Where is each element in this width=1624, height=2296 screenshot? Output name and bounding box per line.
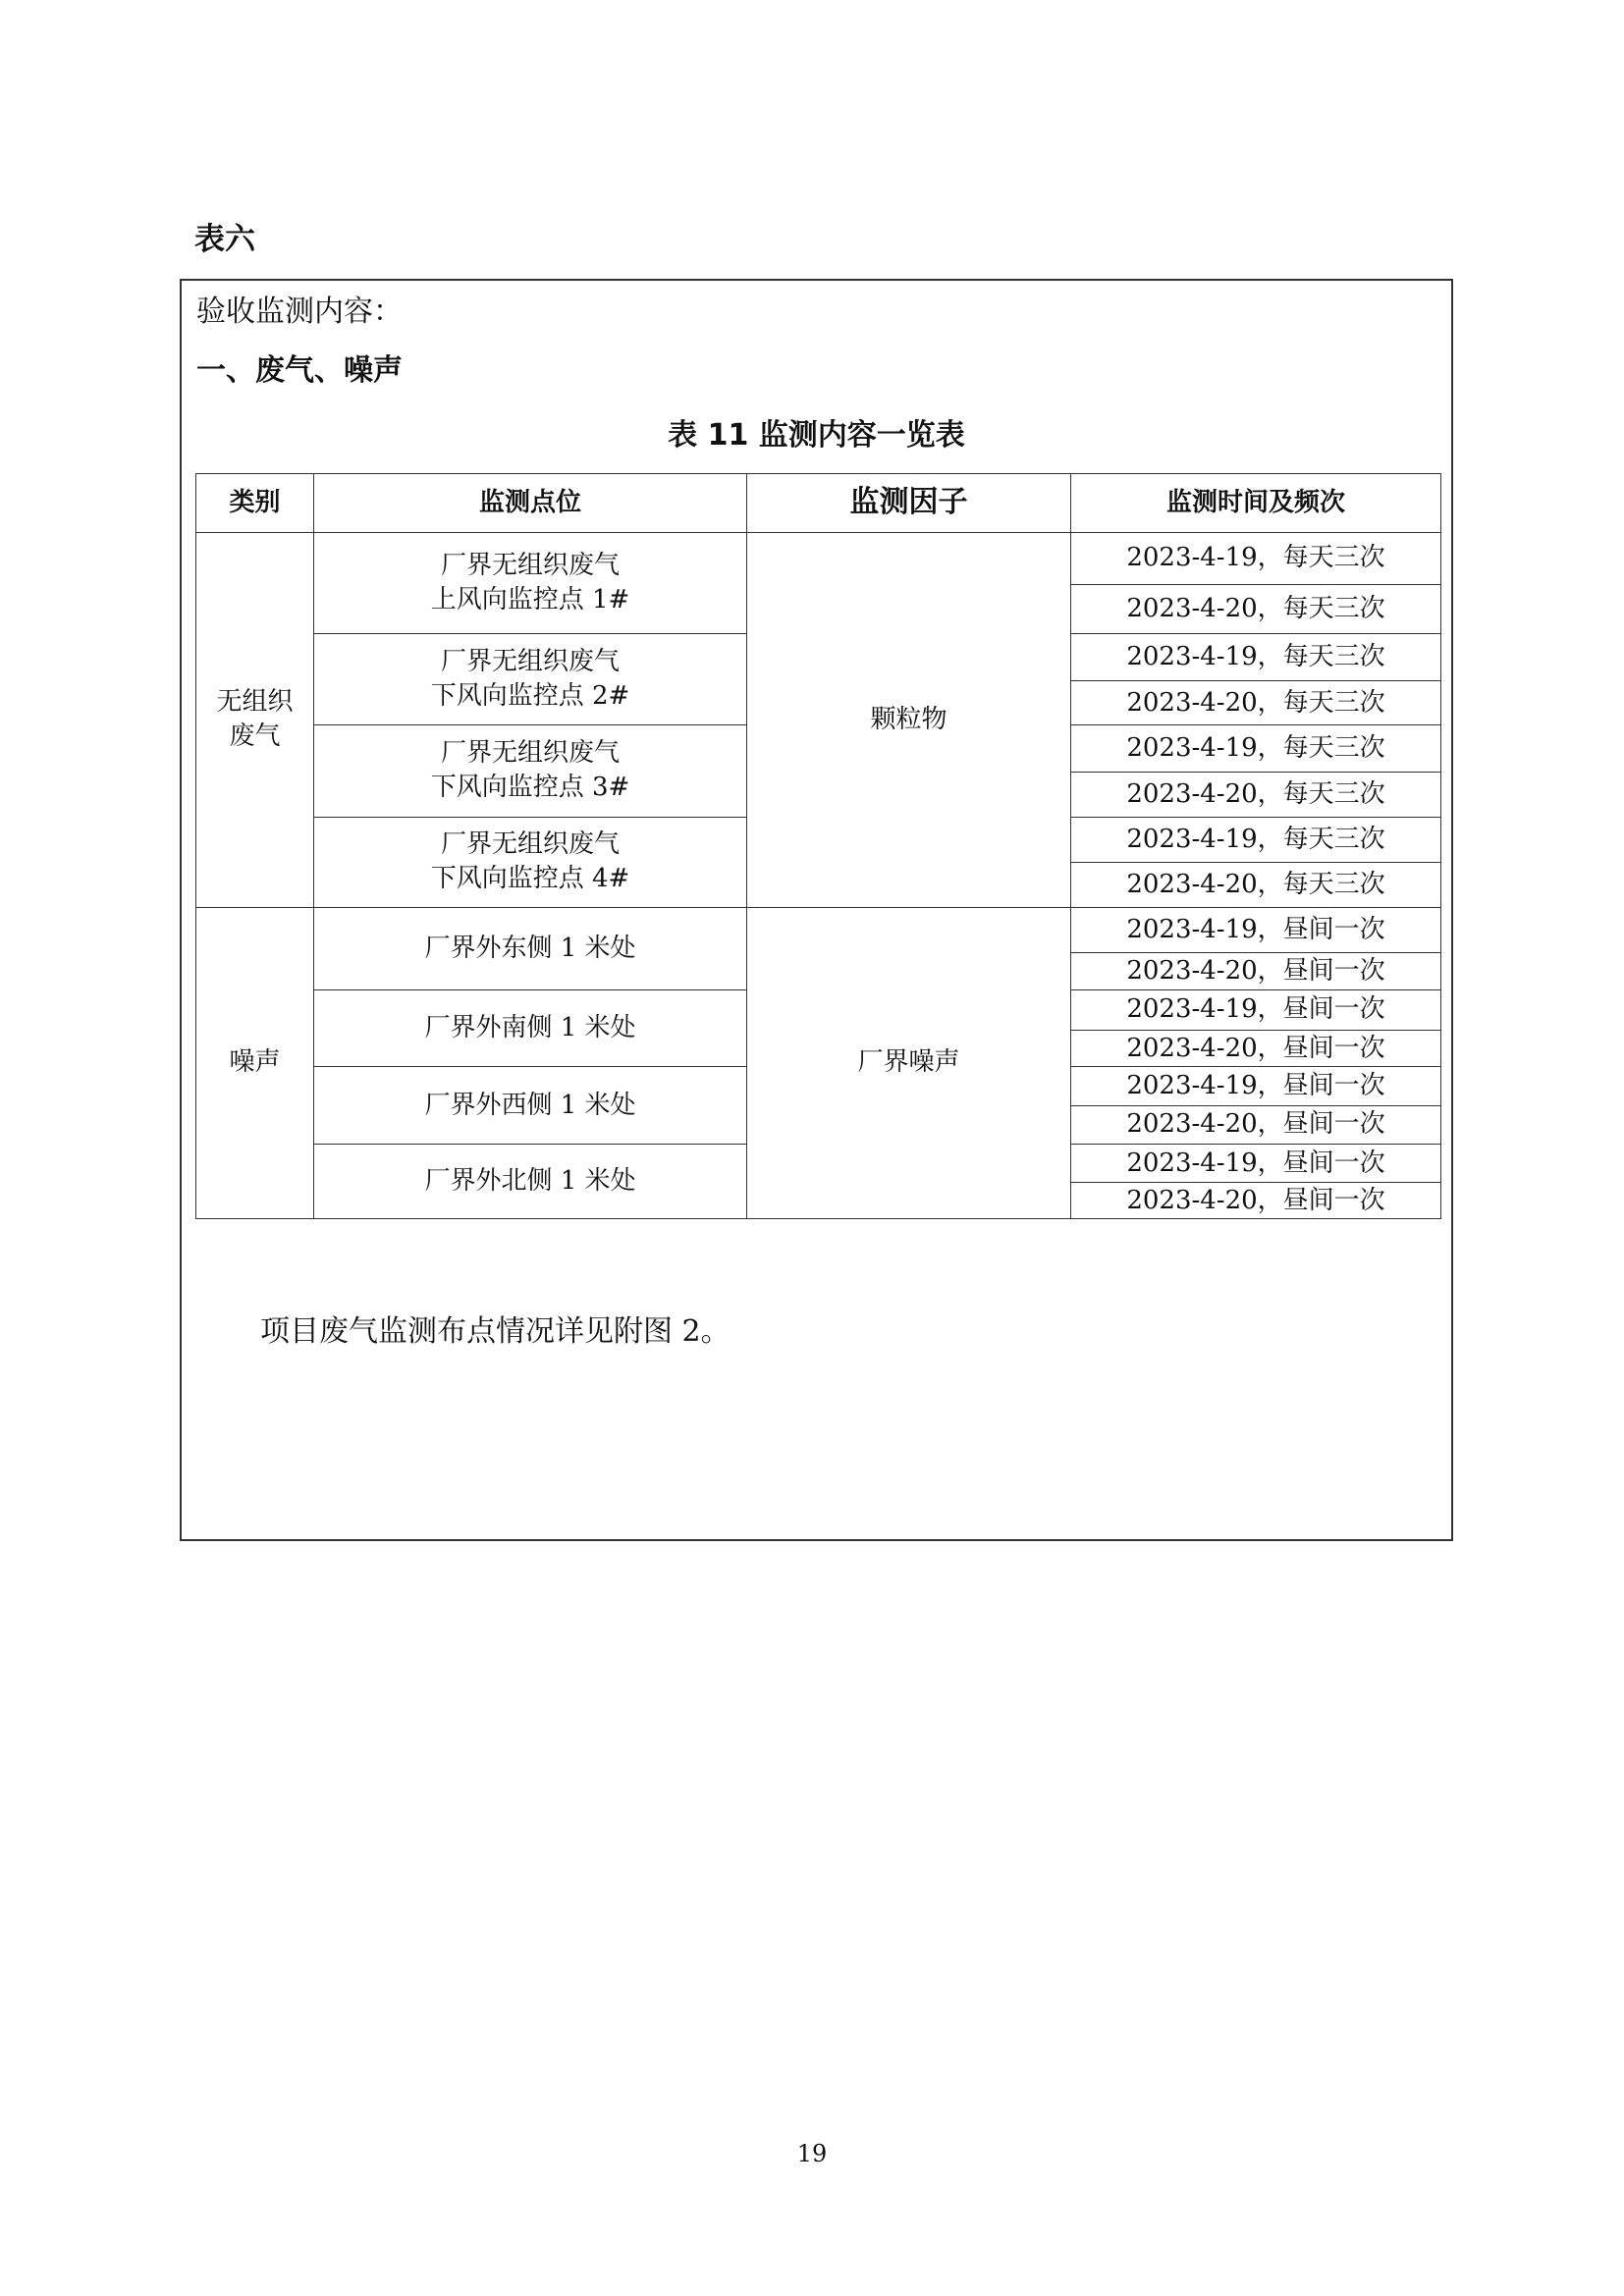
point-cell: 厂界无组织废气 下风向监控点 2# xyxy=(314,634,747,725)
point-cell: 厂界无组织废气 下风向监控点 4# xyxy=(314,817,747,907)
table-row xyxy=(196,907,1441,952)
point-cell: 厂界外南侧 1 米处 xyxy=(314,989,747,1067)
table-row xyxy=(196,533,1441,585)
header-point: 监测点位 xyxy=(314,474,747,533)
header-time: 监测时间及频次 xyxy=(1071,474,1441,533)
table-title: 表 11 监测内容一览表 xyxy=(668,418,965,453)
time-cell: 2023-4-19，昼间一次 xyxy=(1071,907,1441,952)
section-heading: 一、废气、噪声 xyxy=(196,353,403,388)
point-cell: 厂界外北侧 1 米处 xyxy=(314,1145,747,1219)
time-cell: 2023-4-20，每天三次 xyxy=(1071,584,1441,633)
time-cell: 2023-4-20，昼间一次 xyxy=(1071,1030,1441,1066)
time-cell: 2023-4-20，昼间一次 xyxy=(1071,1183,1441,1219)
time-cell: 2023-4-19，昼间一次 xyxy=(1071,1067,1441,1105)
time-cell: 2023-4-20，每天三次 xyxy=(1071,681,1441,724)
header-factor: 监测因子 xyxy=(747,474,1071,533)
time-cell: 2023-4-20，每天三次 xyxy=(1071,863,1441,907)
time-cell: 2023-4-20，昼间一次 xyxy=(1071,1105,1441,1144)
table-body xyxy=(196,533,1441,1219)
note-text: 项目废气监测布点情况详见附图 2。 xyxy=(260,1314,731,1349)
time-cell: 2023-4-19，昼间一次 xyxy=(1071,1145,1441,1183)
monitoring-table xyxy=(195,473,1441,1219)
time-cell: 2023-4-19，每天三次 xyxy=(1071,724,1441,772)
time-cell: 2023-4-19，每天三次 xyxy=(1071,634,1441,681)
point-cell: 厂界外东侧 1 米处 xyxy=(314,907,747,989)
intro-text: 验收监测内容： xyxy=(196,294,403,329)
header-category: 类别 xyxy=(196,474,314,533)
point-cell: 厂界无组织废气 上风向监控点 1# xyxy=(314,533,747,634)
section-label: 表六 xyxy=(194,222,255,257)
point-cell: 厂界外西侧 1 米处 xyxy=(314,1067,747,1145)
category-cell: 噪声 xyxy=(196,907,314,1218)
time-cell: 2023-4-20，昼间一次 xyxy=(1071,953,1441,989)
time-cell: 2023-4-19，每天三次 xyxy=(1071,533,1441,585)
content-frame xyxy=(180,279,1453,1541)
time-cell: 2023-4-19，每天三次 xyxy=(1071,817,1441,862)
point-cell: 厂界无组织废气 下风向监控点 3# xyxy=(314,724,747,817)
page-number: 19 xyxy=(796,2140,828,2167)
category-cell: 无组织 废气 xyxy=(196,533,314,908)
time-cell: 2023-4-20，每天三次 xyxy=(1071,773,1441,817)
table-header-row xyxy=(196,474,1441,533)
time-cell: 2023-4-19，昼间一次 xyxy=(1071,989,1441,1030)
factor-cell: 厂界噪声 xyxy=(747,907,1071,1218)
factor-cell: 颗粒物 xyxy=(747,533,1071,908)
